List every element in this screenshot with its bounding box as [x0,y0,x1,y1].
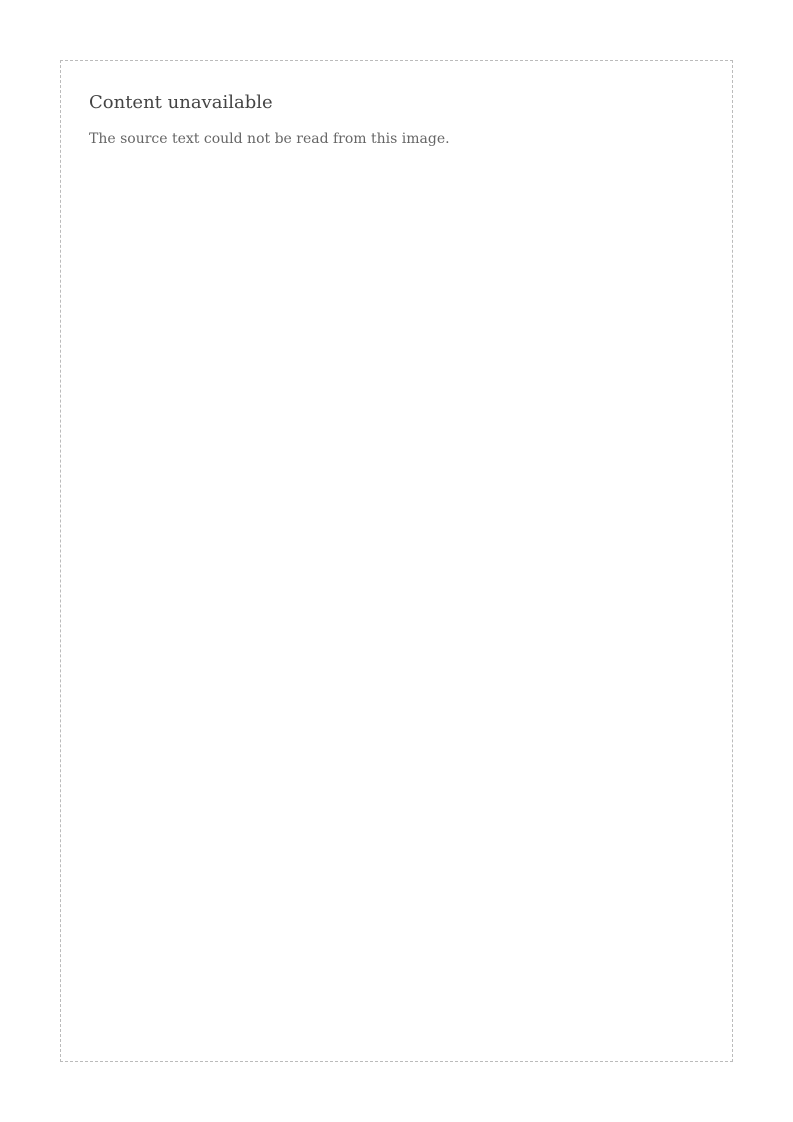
placeholder-subnotice: The source text could not be read from this image. [89,131,450,147]
page-placeholder [60,60,733,1062]
placeholder-notice: Content unavailable [89,92,273,113]
